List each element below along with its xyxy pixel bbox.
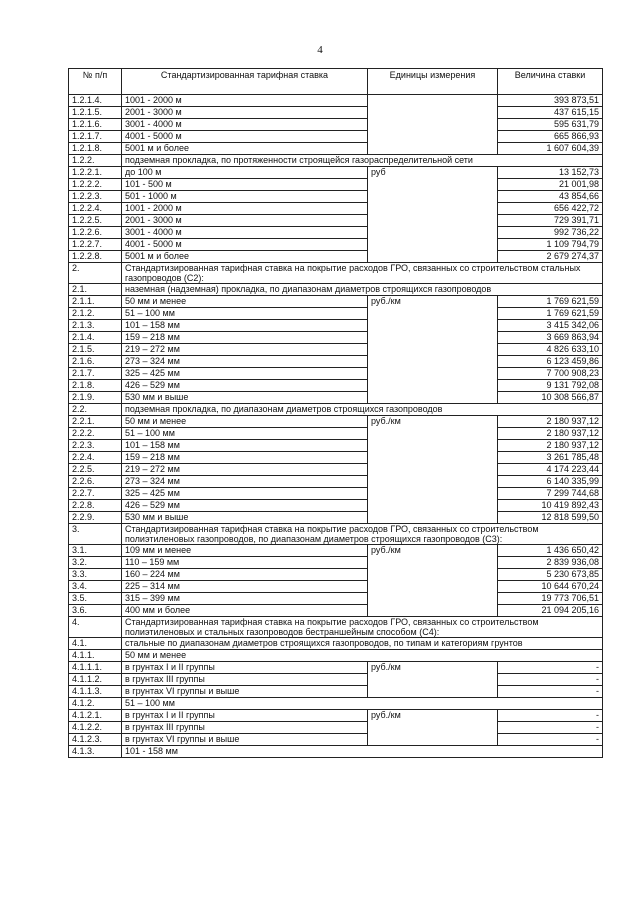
section-heading: стальные по диапазонам диаметров строящихся газопроводов, по типам и категориям грунтов xyxy=(122,638,603,650)
rate-description: 530 мм и выше xyxy=(122,512,368,524)
row-number: 1.2.2.1. xyxy=(69,167,122,179)
rate-description: 110 – 159 мм xyxy=(122,557,368,569)
table-row xyxy=(69,179,603,191)
rate-value: 7 299 744,68 xyxy=(498,488,603,500)
rate-value: 2 839 936,08 xyxy=(498,557,603,569)
rate-value: 393 873,51 xyxy=(498,95,603,107)
rate-description: 2001 - 3000 м xyxy=(122,215,368,227)
rate-description: 3001 - 4000 м xyxy=(122,227,368,239)
row-number: 1.2.1.4. xyxy=(69,95,122,107)
unit-cell: руб xyxy=(368,167,498,179)
unit-cell xyxy=(368,131,498,143)
unit-cell xyxy=(368,569,498,581)
unit-cell xyxy=(368,440,498,452)
section-heading: Стандартизированная тарифная ставка на покрытие расходов ГРО, связанных со строительством полиэтиленовых и стальных газопроводов бестраншейным способом (С4): xyxy=(122,617,603,638)
unit-cell xyxy=(368,605,498,617)
rate-value: 10 644 670,24 xyxy=(498,581,603,593)
unit-cell xyxy=(368,476,498,488)
row-number: 1.2.1.6. xyxy=(69,119,122,131)
rate-description: 273 – 324 мм xyxy=(122,476,368,488)
table-row xyxy=(69,500,603,512)
table-row xyxy=(69,95,603,107)
rate-value: 5 230 673,85 xyxy=(498,569,603,581)
rate-value: 9 131 792,08 xyxy=(498,380,603,392)
table-row xyxy=(69,203,603,215)
rate-value: 729 391,71 xyxy=(498,215,603,227)
header-rate: Стандартизированная тарифная ставка xyxy=(122,69,368,95)
row-number: 1.2.2.8. xyxy=(69,251,122,263)
row-number: 1.2.1.5. xyxy=(69,107,122,119)
rate-description: 2001 - 3000 м xyxy=(122,107,368,119)
table-header-row xyxy=(69,69,603,95)
rate-value: 4 826 633,10 xyxy=(498,344,603,356)
row-number: 2.1.9. xyxy=(69,392,122,404)
rate-description: 4001 - 5000 м xyxy=(122,239,368,251)
rate-description: в грунтах I и II группы xyxy=(122,662,368,674)
unit-cell xyxy=(368,674,498,686)
row-number: 2.2.1. xyxy=(69,416,122,428)
table-row xyxy=(69,143,603,155)
rate-description: 50 мм и менее xyxy=(122,416,368,428)
unit-cell xyxy=(368,95,498,107)
table-row xyxy=(69,296,603,308)
table-row xyxy=(69,227,603,239)
unit-cell xyxy=(368,227,498,239)
unit-cell xyxy=(368,452,498,464)
table-row xyxy=(69,320,603,332)
rate-value: 10 419 892,43 xyxy=(498,500,603,512)
row-number: 2.2.6. xyxy=(69,476,122,488)
rate-value: 2 679 274,37 xyxy=(498,251,603,263)
table-row xyxy=(69,617,603,638)
row-number: 4.1.2.1. xyxy=(69,710,122,722)
row-number: 4.1. xyxy=(69,638,122,650)
unit-cell xyxy=(368,239,498,251)
rate-description: в грунтах III группы xyxy=(122,722,368,734)
table-row xyxy=(69,674,603,686)
unit-cell xyxy=(368,392,498,404)
unit-cell xyxy=(368,734,498,746)
table-row xyxy=(69,722,603,734)
unit-cell xyxy=(368,179,498,191)
rate-description: 109 мм и менее xyxy=(122,545,368,557)
table-row xyxy=(69,344,603,356)
row-number: 2.1. xyxy=(69,284,122,296)
table-row xyxy=(69,404,603,416)
rate-description: 51 – 100 мм xyxy=(122,428,368,440)
rate-description: 273 – 324 мм xyxy=(122,356,368,368)
rate-value: 6 123 459,86 xyxy=(498,356,603,368)
unit-cell: руб./км xyxy=(368,662,498,674)
row-number: 4.1.2. xyxy=(69,698,122,710)
rate-value: 6 140 335,99 xyxy=(498,476,603,488)
row-number: 2.1.6. xyxy=(69,356,122,368)
table-row xyxy=(69,710,603,722)
unit-cell xyxy=(368,191,498,203)
table-row xyxy=(69,428,603,440)
rate-value: - xyxy=(498,722,603,734)
table-row xyxy=(69,239,603,251)
rate-description: 101 – 158 мм xyxy=(122,320,368,332)
row-number: 2.1.1. xyxy=(69,296,122,308)
table-row xyxy=(69,263,603,284)
rate-value: 4 174 223,44 xyxy=(498,464,603,476)
row-number: 4. xyxy=(69,617,122,638)
rate-value: 13 152,73 xyxy=(498,167,603,179)
unit-cell xyxy=(368,107,498,119)
row-number: 1.2.2.5. xyxy=(69,215,122,227)
table-row xyxy=(69,734,603,746)
row-number: 2.2.4. xyxy=(69,452,122,464)
unit-cell xyxy=(368,488,498,500)
row-number: 1.2.2.2. xyxy=(69,179,122,191)
rate-value: 1 436 650,42 xyxy=(498,545,603,557)
row-number: 3.3. xyxy=(69,569,122,581)
row-number: 4.1.1.3. xyxy=(69,686,122,698)
rate-value: 21 094 205,16 xyxy=(498,605,603,617)
tariff-table xyxy=(68,68,603,758)
rate-description: 101 – 158 мм xyxy=(122,440,368,452)
row-number: 3.4. xyxy=(69,581,122,593)
row-number: 2.2.8. xyxy=(69,500,122,512)
row-number: 2.2.5. xyxy=(69,464,122,476)
unit-cell xyxy=(368,512,498,524)
row-number: 2.2. xyxy=(69,404,122,416)
rate-description: 501 - 1000 м xyxy=(122,191,368,203)
table-row xyxy=(69,557,603,569)
table-row xyxy=(69,191,603,203)
unit-cell: руб./км xyxy=(368,545,498,557)
unit-cell xyxy=(368,119,498,131)
table-body xyxy=(69,95,603,758)
section-heading: подземная прокладка, по протяженности строящейся газораспределительной сети xyxy=(122,155,603,167)
rate-value: 595 631,79 xyxy=(498,119,603,131)
row-number: 3. xyxy=(69,524,122,545)
rate-value: 12 818 599,50 xyxy=(498,512,603,524)
rate-value: 437 615,15 xyxy=(498,107,603,119)
rate-value: 3 415 342,06 xyxy=(498,320,603,332)
row-number: 2.1.2. xyxy=(69,308,122,320)
rate-value: 1 769 621,59 xyxy=(498,296,603,308)
rate-description: в грунтах III группы xyxy=(122,674,368,686)
section-heading: наземная (надземная) прокладка, по диапазонам диаметров строящихся газопроводов xyxy=(122,284,603,296)
header-value: Величина ставки xyxy=(498,69,603,95)
rate-value: 3 261 785,48 xyxy=(498,452,603,464)
table-row xyxy=(69,488,603,500)
rate-description: 3001 - 4000 м xyxy=(122,119,368,131)
rate-value: 3 669 863,94 xyxy=(498,332,603,344)
rate-value: - xyxy=(498,734,603,746)
table-row xyxy=(69,650,603,662)
rate-description: в грунтах VI группы и выше xyxy=(122,734,368,746)
unit-cell xyxy=(368,143,498,155)
table-row xyxy=(69,416,603,428)
rate-description: 400 мм и более xyxy=(122,605,368,617)
row-number: 1.2.2. xyxy=(69,155,122,167)
rate-value: - xyxy=(498,710,603,722)
table-row xyxy=(69,512,603,524)
row-number: 3.1. xyxy=(69,545,122,557)
section-heading: подземная прокладка, по диапазонам диаметров строящихся газопроводов xyxy=(122,404,603,416)
rate-description: 225 – 314 мм xyxy=(122,581,368,593)
rate-value: 1 607 604,39 xyxy=(498,143,603,155)
section-heading: 101 - 158 мм xyxy=(122,746,603,758)
rate-description: 315 – 399 мм xyxy=(122,593,368,605)
section-heading: 50 мм и менее xyxy=(122,650,603,662)
rate-description: 101 - 500 м xyxy=(122,179,368,191)
row-number: 3.5. xyxy=(69,593,122,605)
rate-value: 10 308 566,87 xyxy=(498,392,603,404)
table-row xyxy=(69,119,603,131)
unit-cell xyxy=(368,251,498,263)
table-row xyxy=(69,638,603,650)
rate-description: 426 – 529 мм xyxy=(122,380,368,392)
row-number: 4.1.1.1. xyxy=(69,662,122,674)
unit-cell xyxy=(368,557,498,569)
unit-cell xyxy=(368,428,498,440)
rate-value: - xyxy=(498,662,603,674)
row-number: 1.2.2.6. xyxy=(69,227,122,239)
unit-cell: руб./км xyxy=(368,416,498,428)
unit-cell xyxy=(368,215,498,227)
rate-description: 4001 - 5000 м xyxy=(122,131,368,143)
table-row xyxy=(69,698,603,710)
row-number: 2.1.5. xyxy=(69,344,122,356)
table-row xyxy=(69,440,603,452)
rate-value: - xyxy=(498,674,603,686)
unit-cell: руб./км xyxy=(368,710,498,722)
rate-description: 426 – 529 мм xyxy=(122,500,368,512)
table-row xyxy=(69,581,603,593)
rate-value: 21 001,98 xyxy=(498,179,603,191)
row-number: 2.2.7. xyxy=(69,488,122,500)
rate-value: 2 180 937,12 xyxy=(498,416,603,428)
row-number: 4.1.3. xyxy=(69,746,122,758)
table-row xyxy=(69,155,603,167)
rate-value: 1 769 621,59 xyxy=(498,308,603,320)
unit-cell xyxy=(368,581,498,593)
rate-value: 1 109 794,79 xyxy=(498,239,603,251)
table-row xyxy=(69,107,603,119)
table-row xyxy=(69,605,603,617)
row-number: 4.1.1.2. xyxy=(69,674,122,686)
rate-value: 43 854,66 xyxy=(498,191,603,203)
rate-description: 325 – 425 мм xyxy=(122,488,368,500)
rate-description: 160 – 224 мм xyxy=(122,569,368,581)
unit-cell xyxy=(368,332,498,344)
rate-description: 159 – 218 мм xyxy=(122,452,368,464)
unit-cell: руб./км xyxy=(368,296,498,308)
rate-description: 1001 - 2000 м xyxy=(122,203,368,215)
row-number: 2.1.7. xyxy=(69,368,122,380)
row-number: 4.1.2.3. xyxy=(69,734,122,746)
table-row xyxy=(69,746,603,758)
table-row xyxy=(69,593,603,605)
table-row xyxy=(69,524,603,545)
table-row xyxy=(69,167,603,179)
row-number: 2.1.8. xyxy=(69,380,122,392)
header-unit: Единицы измерения xyxy=(368,69,498,95)
row-number: 2.1.3. xyxy=(69,320,122,332)
row-number: 2.2.3. xyxy=(69,440,122,452)
unit-cell xyxy=(368,686,498,698)
rate-description: в грунтах VI группы и выше xyxy=(122,686,368,698)
rate-description: 159 – 218 мм xyxy=(122,332,368,344)
rate-description: 50 мм и менее xyxy=(122,296,368,308)
rate-description: 219 – 272 мм xyxy=(122,344,368,356)
rate-description: 325 – 425 мм xyxy=(122,368,368,380)
section-heading: Стандартизированная тарифная ставка на покрытие расходов ГРО, связанных со строительством полиэтиленовых газопроводов, по диапазонам диаметров строящихся газопроводов (С3): xyxy=(122,524,603,545)
row-number: 2.2.9. xyxy=(69,512,122,524)
row-number: 1.2.2.3. xyxy=(69,191,122,203)
unit-cell xyxy=(368,203,498,215)
table-row xyxy=(69,545,603,557)
row-number: 1.2.2.7. xyxy=(69,239,122,251)
page-number: 4 xyxy=(317,44,323,56)
row-number: 1.2.2.4. xyxy=(69,203,122,215)
unit-cell xyxy=(368,368,498,380)
table-row xyxy=(69,464,603,476)
row-number: 2.2.2. xyxy=(69,428,122,440)
unit-cell xyxy=(368,464,498,476)
table-row xyxy=(69,452,603,464)
rate-value: - xyxy=(498,686,603,698)
header-num: № п/п xyxy=(69,69,122,95)
table-row xyxy=(69,368,603,380)
unit-cell xyxy=(368,344,498,356)
row-number: 1.2.1.8. xyxy=(69,143,122,155)
section-heading: 51 – 100 мм xyxy=(122,698,603,710)
rate-description: 219 – 272 мм xyxy=(122,464,368,476)
table-row xyxy=(69,215,603,227)
unit-cell xyxy=(368,380,498,392)
rate-description: 5001 м и более xyxy=(122,143,368,155)
unit-cell xyxy=(368,308,498,320)
rate-description: 51 – 100 мм xyxy=(122,308,368,320)
table-row xyxy=(69,284,603,296)
rate-description: до 100 м xyxy=(122,167,368,179)
table-row xyxy=(69,380,603,392)
rate-description: в грунтах I и II группы xyxy=(122,710,368,722)
table-row xyxy=(69,476,603,488)
table-row xyxy=(69,356,603,368)
rate-value: 7 700 908,23 xyxy=(498,368,603,380)
row-number: 1.2.1.7. xyxy=(69,131,122,143)
table-row xyxy=(69,308,603,320)
table-row xyxy=(69,662,603,674)
rate-value: 665 866,93 xyxy=(498,131,603,143)
rate-value: 2 180 937,12 xyxy=(498,440,603,452)
rate-value: 992 736,22 xyxy=(498,227,603,239)
row-number: 4.1.1. xyxy=(69,650,122,662)
rate-description: 1001 - 2000 м xyxy=(122,95,368,107)
unit-cell xyxy=(368,356,498,368)
table-row xyxy=(69,251,603,263)
table-row xyxy=(69,686,603,698)
table-row xyxy=(69,332,603,344)
row-number: 3.6. xyxy=(69,605,122,617)
table-row xyxy=(69,392,603,404)
table-row xyxy=(69,131,603,143)
rate-value: 2 180 937,12 xyxy=(498,428,603,440)
unit-cell xyxy=(368,320,498,332)
rate-description: 5001 м и более xyxy=(122,251,368,263)
row-number: 2.1.4. xyxy=(69,332,122,344)
unit-cell xyxy=(368,722,498,734)
row-number: 2. xyxy=(69,263,122,284)
row-number: 4.1.2.2. xyxy=(69,722,122,734)
section-heading: Стандартизированная тарифная ставка на покрытие расходов ГРО, связанных со строительством стальных газопроводов (С2): xyxy=(122,263,603,284)
rate-value: 656 422,72 xyxy=(498,203,603,215)
rate-value: 19 773 706,51 xyxy=(498,593,603,605)
unit-cell xyxy=(368,593,498,605)
row-number: 3.2. xyxy=(69,557,122,569)
table-row xyxy=(69,569,603,581)
rate-description: 530 мм и выше xyxy=(122,392,368,404)
unit-cell xyxy=(368,500,498,512)
